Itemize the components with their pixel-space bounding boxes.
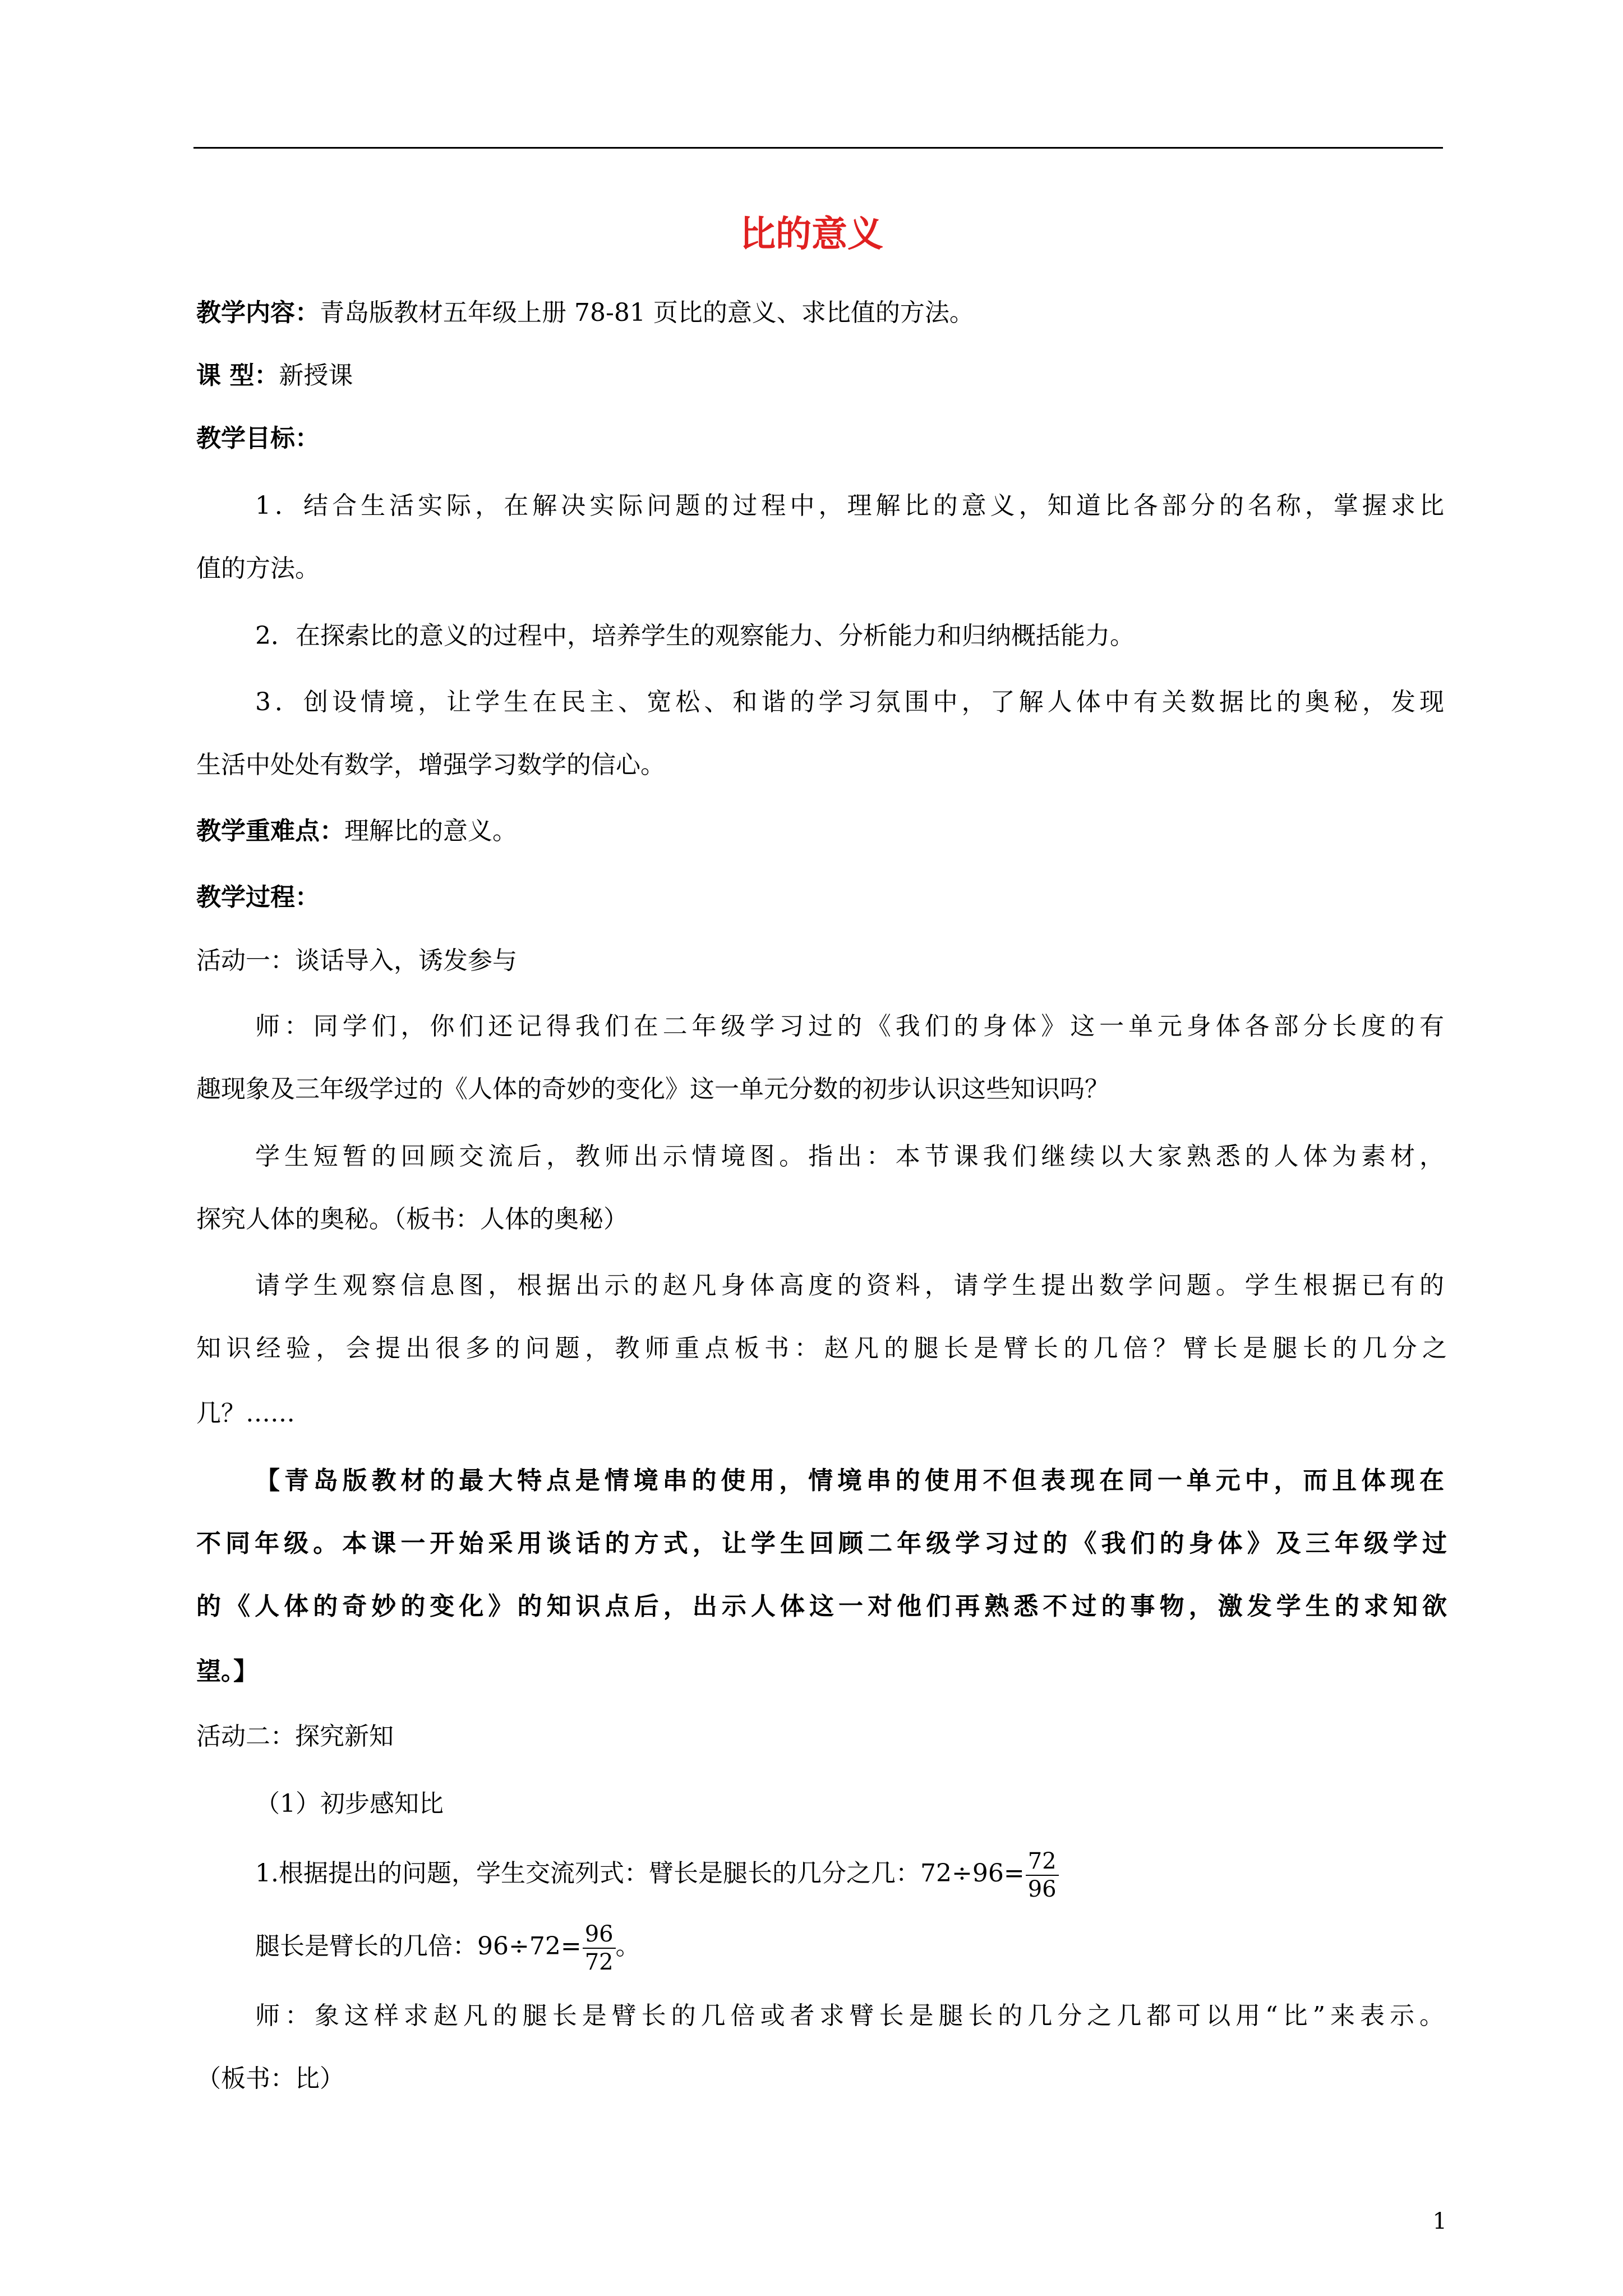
lesson-type-label: 课 型： — [196, 361, 279, 390]
equation-2-end: 。 — [615, 1932, 640, 1961]
content-line — [196, 296, 1447, 330]
activity-1-p2-line-2: 探究人体的奥秘。（板书：人体的奥秘） — [196, 1205, 628, 1234]
objective-3-line-2: 生活中处处有数学，增强学习数学的信心。 — [196, 751, 665, 779]
fraction-numerator: 96 — [583, 1921, 616, 1949]
teacher-statement-line-1: 师：象这样求赵凡的腿长是臂长的几倍或者求臂长是腿长的几分之几都可以用“比”来表示。 — [255, 2001, 1444, 2030]
teacher-statement-line-2: （板书：比） — [196, 2064, 344, 2093]
equation-2 — [255, 1918, 1444, 1975]
lesson-type-line — [196, 359, 1447, 393]
key-points-label: 教学重难点： — [196, 817, 344, 845]
activity-1-p3-line-3: 几？…… — [196, 1399, 295, 1428]
page-title: 比的意义 — [740, 214, 883, 255]
page-number: 1 — [1432, 2208, 1447, 2234]
teaching-note-line-3: 的《人体的奇妙的变化》的知识点后，出示人体这一对他们再熟悉不过的事物，激发学生的求知欲 — [196, 1592, 1447, 1621]
activity-1-heading: 活动一：谈话导入，诱发参与 — [196, 946, 517, 975]
key-points-text: 理解比的意义。 — [344, 817, 517, 845]
fraction-denominator: 96 — [1027, 1876, 1057, 1902]
process-label: 教学过程： — [196, 883, 320, 912]
teaching-note-line-4: 望。】 — [196, 1657, 258, 1686]
activity-1-p1-line-1: 师：同学们，你们还记得我们在二年级学习过的《我们的身体》这一单元身体各部分长度的有 — [255, 1012, 1444, 1041]
content-text: 青岛版教材五年级上册 78-81 页比的意义、求比值的方法。 — [320, 298, 974, 327]
fraction-numerator: 72 — [1026, 1848, 1059, 1876]
objective-3-line-1: 3．创设情境，让学生在民主、宽松、和谐的学习氛围中，了解人体中有关数据比的奥秘，发现 — [255, 688, 1444, 716]
equation-1-text: 1.根据提出的问题，学生交流列式：臂长是腿长的几分之几：72÷96= — [255, 1859, 1025, 1888]
activity-2-subheading: （1）初步感知比 — [255, 1789, 444, 1818]
objectives-label: 教学目标： — [196, 424, 320, 453]
objective-1-line-1: 1．结合生活实际，在解决实际问题的过程中，理解比的意义，知道比各部分的名称，掌握求比 — [255, 491, 1444, 520]
fraction-72-over-96 — [1026, 1848, 1059, 1903]
header-rule — [193, 147, 1443, 149]
activity-1-p2-line-1: 学生短暂的回顾交流后，教师出示情境图。指出：本节课我们继续以大家熟悉的人体为素材， — [255, 1142, 1444, 1171]
equation-2-text: 腿长是臂长的几倍：96÷72= — [255, 1932, 582, 1961]
content-label: 教学内容： — [196, 298, 320, 327]
activity-1-p3-line-1: 请学生观察信息图，根据出示的赵凡身体高度的资料，请学生提出数学问题。学生根据已有的 — [255, 1271, 1444, 1300]
lesson-type-text: 新授课 — [279, 361, 353, 390]
teaching-note-line-1: 【青岛版教材的最大特点是情境串的使用，情境串的使用不但表现在同一单元中，而且体现在 — [255, 1466, 1444, 1495]
activity-1-p1-line-2: 趣现象及三年级学过的《人体的奇妙的变化》这一单元分数的初步认识这些知识吗？ — [196, 1075, 1109, 1103]
objective-2: 2．在探索比的意义的过程中，培养学生的观察能力、分析能力和归纳概括能力。 — [255, 622, 1135, 650]
teaching-note-line-2: 不同年级。本课一开始采用谈话的方式，让学生回顾二年级学习过的《我们的身体》及三年级学过 — [196, 1529, 1447, 1558]
fraction-96-over-72 — [583, 1921, 616, 1976]
key-points-line — [196, 815, 1447, 848]
objective-1-line-2: 值的方法。 — [196, 554, 320, 583]
fraction-denominator: 72 — [584, 1949, 614, 1975]
equation-1 — [255, 1846, 1444, 1902]
activity-1-p3-line-2: 知识经验，会提出很多的问题，教师重点板书：赵凡的腿长是臂长的几倍？臂长是腿长的几分之 — [196, 1334, 1447, 1363]
activity-2-heading: 活动二：探究新知 — [196, 1722, 394, 1751]
